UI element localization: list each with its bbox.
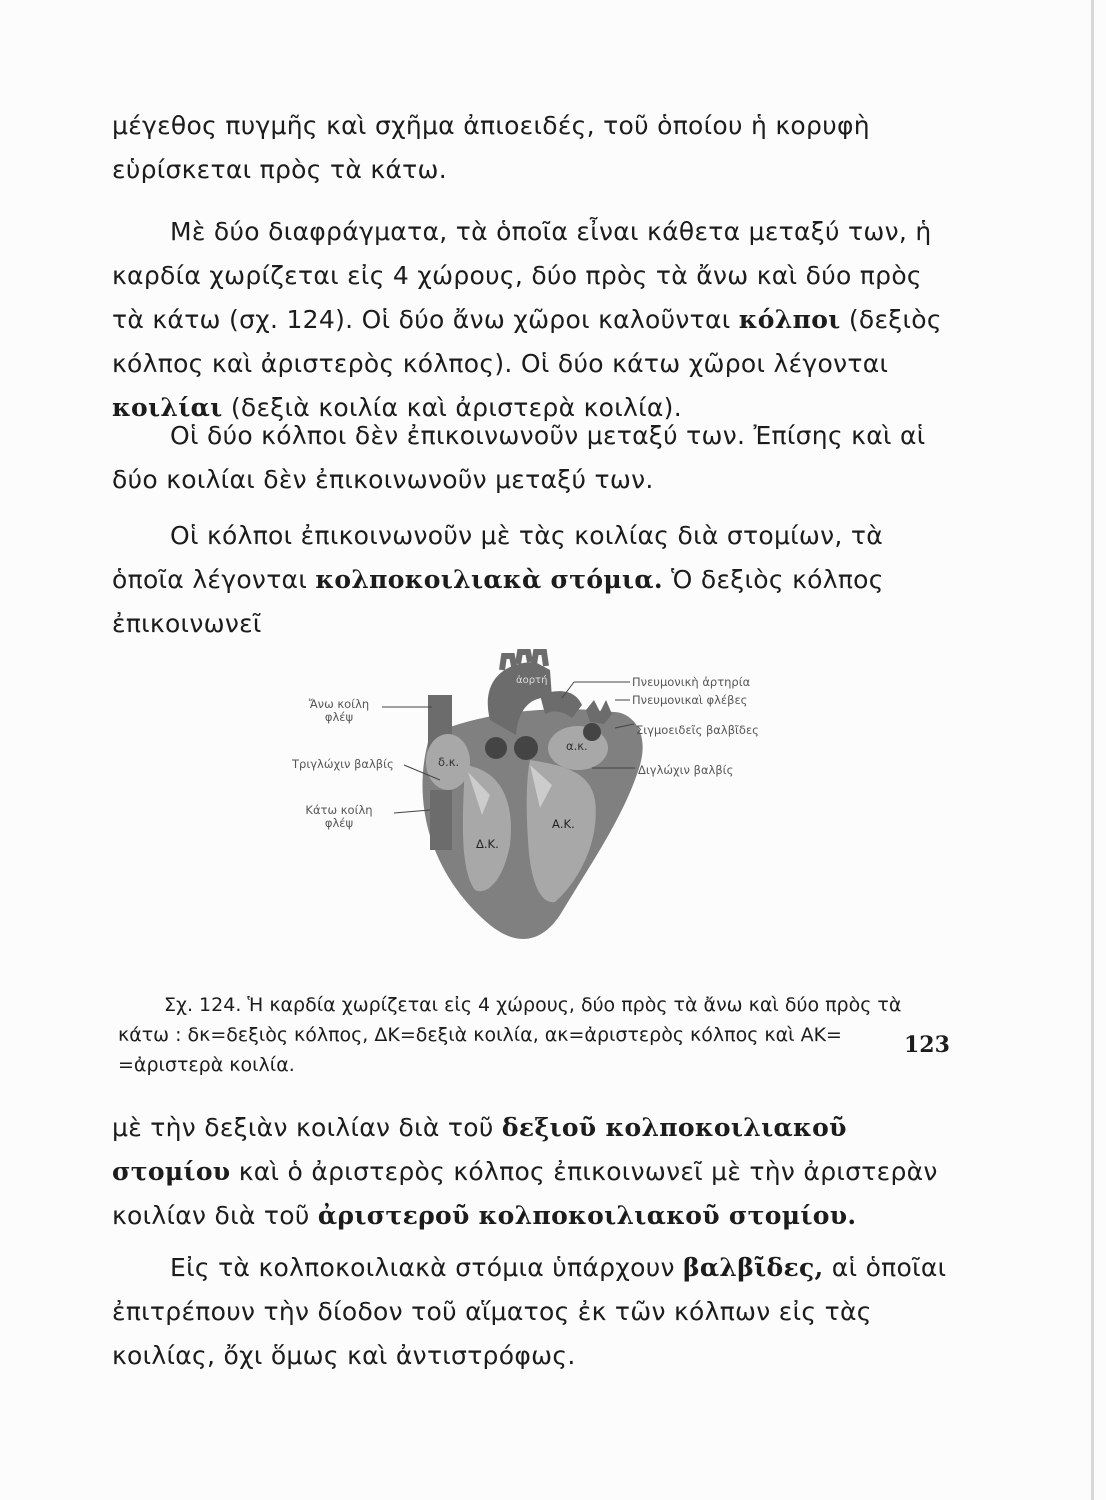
label-triglochin: Τριγλώχιν βαλβίς [292, 757, 394, 771]
paragraph-2 [112, 210, 952, 430]
term-valvides: βαλβῖδες, [682, 1253, 824, 1282]
label-ano-koili-line1: Ἄνω κοίλη [308, 697, 370, 711]
inferior-vena-cava [430, 790, 452, 850]
label-ano-koili-line2: φλέψ [324, 710, 354, 724]
paragraph-6-text-b: αἱ ὁποῖαι ἐπιτρέπουν τὴν δίοδον τοῦ αἵματος ἐκ τῶν κόλπων εἰς τὰς κοιλίας, ὄχι ὅμως καὶ ἀντιστρόφως. [112, 1253, 947, 1370]
page-edge [1091, 0, 1094, 1500]
chamber-label-dk-small: δ.κ. [438, 755, 460, 769]
aortic-valve-circle [485, 737, 507, 759]
term-kolpokoiliaka-stomia: κολποκοιλιακὰ στόμια. [315, 565, 663, 594]
term-dexiou-stomiou: δεξιοῦ κολποκοιλιακοῦ στομίου [112, 1113, 847, 1186]
label-ano-koili-fleps [296, 698, 382, 724]
paragraph-1 [112, 104, 952, 192]
paragraph-3-text: Οἱ δύο κόλποι δὲν ἐπικοινωνοῦν μεταξύ των. Ἐπίσης καὶ αἱ δύο κοιλίαι δὲν ἐπικοινωνοῦν μεταξύ των. [112, 421, 926, 494]
paragraph-6 [112, 1246, 952, 1378]
paragraph-1-text: μέγεθος πυγμῆς καὶ σχῆμα ἀπιοειδές, τοῦ ὁποίου ἡ κορυφὴ εὑρίσκεται πρὸς τὰ κάτω. [112, 111, 870, 184]
label-diglochin: Διγλώχιν βαλβίς [638, 763, 734, 777]
chamber-label-AK: Α.Κ. [552, 817, 575, 831]
page-number: 123 [904, 1032, 950, 1058]
label-sigmoeideis: Σιγμοειδεῖς βαλβῖδες [636, 723, 759, 737]
paragraph-2-text-c: (δεξιὰ κοιλία καὶ ἀριστερὰ κοιλία). [222, 393, 682, 422]
figure-caption [118, 990, 952, 1080]
label-pneumoniki-artiria: Πνευμονικὴ ἀρτηρία [632, 675, 751, 689]
term-aristerou-stomiou: ἀριστεροῦ κολποκοιλιακοῦ στομίου. [317, 1201, 857, 1230]
term-kolpoi: κόλποι [738, 305, 841, 334]
label-kato-koili-fleps [296, 804, 382, 830]
paragraph-2-text-a: Μὲ δύο διαφράγματα, τὰ ὁποῖα εἶναι κάθετα μεταξύ των, ἡ καρδία χωρίζεται εἰς 4 χώρους, δύο πρὸς τὰ ἄνω καὶ δύο πρὸς τὰ κάτω (σχ. 124). Οἱ δύο ἄνω χῶροι καλοῦνται [112, 217, 932, 334]
paragraph-6-text-a: Εἰς τὰ κολποκοιλιακὰ στόμια ὑπάρχουν [170, 1253, 683, 1282]
figure-caption-text: Σχ. 124. Ἡ καρδία χωρίζεται εἰς 4 χώρους, δύο πρὸς τὰ ἄνω καὶ δύο πρὸς τὰ κάτω : δκ=δεξιὸς κόλπος, ΔΚ=δεξιὰ κοιλία, ακ=ἀριστερὸς κόλπος καὶ ΑΚ= =ἀριστερὰ κοιλία. [118, 994, 902, 1076]
paragraph-4-text-b: Ὁ δεξιὸς κόλπος ἐπικοινωνεῖ [112, 565, 884, 638]
paragraph-5-text-a: μὲ τὴν δεξιὰν κοιλίαν διὰ τοῦ [112, 1113, 502, 1142]
paragraph-3 [112, 414, 952, 502]
paragraph-4 [112, 514, 952, 646]
label-kato-koili-line2: φλέψ [324, 816, 354, 830]
chamber-label-ak-small: α.κ. [566, 739, 588, 753]
paragraph-4-text-a: Οἱ κόλποι ἐπικοινωνοῦν μὲ τὰς κοιλίας διὰ στομίων, τὰ ὁποῖα λέγονται [112, 521, 884, 594]
label-pneumonikai-flebes: Πνευμονικαὶ φλέβες [632, 693, 748, 707]
label-kato-koili-line1: Κάτω κοίλη [305, 803, 373, 817]
chamber-label-DK: Δ.Κ. [476, 837, 499, 851]
paragraph-5 [112, 1106, 952, 1238]
paragraph-5-text-b: καὶ ὁ ἀριστερὸς κόλπος ἐπικοινωνεῖ μὲ τὴν ἀριστερὰν κοιλίαν διὰ τοῦ [112, 1157, 938, 1230]
chamber-label-aorti: ἀορτή [516, 675, 548, 686]
term-koiliai: κοιλίαι [112, 393, 223, 422]
pulmonary-valve-circle [514, 736, 538, 760]
paragraph-2-text-b: (δεξιὸς κόλπος καὶ ἀριστερὸς κόλπος). Οἱ δύο κάτω χῶροι λέγονται [112, 305, 942, 378]
heart-diagram [290, 640, 790, 950]
